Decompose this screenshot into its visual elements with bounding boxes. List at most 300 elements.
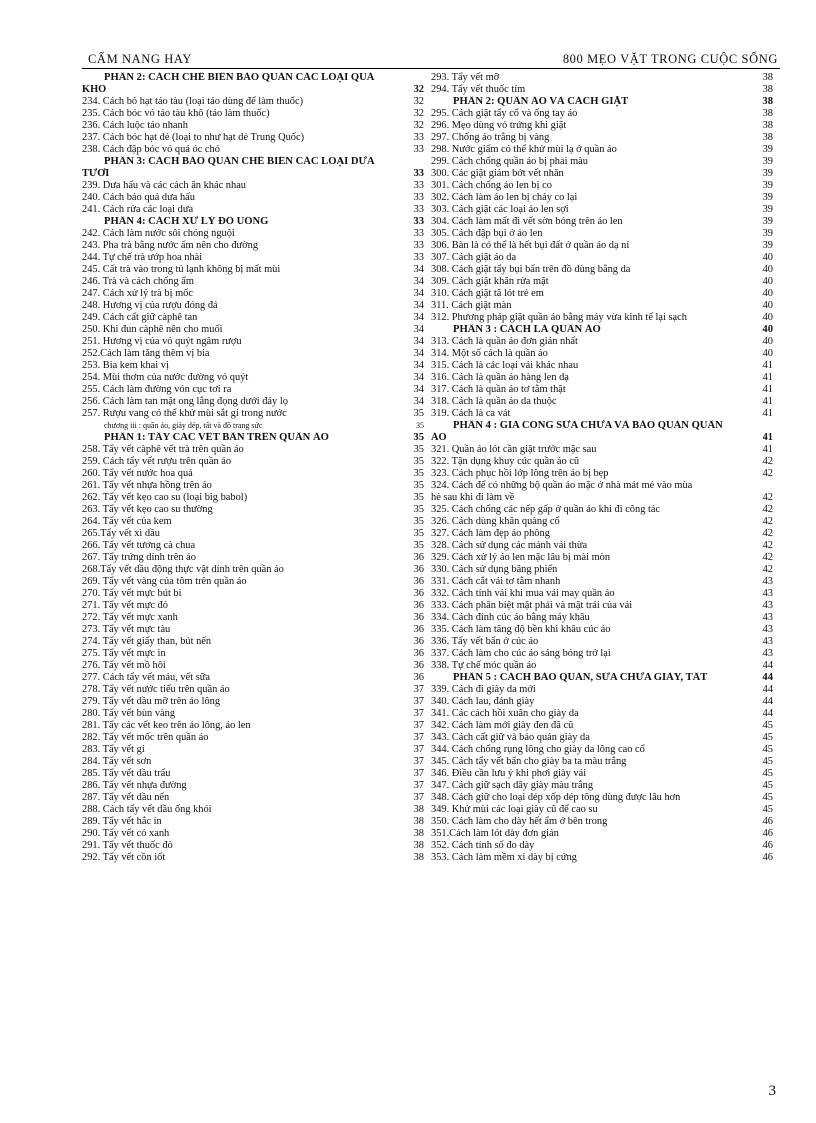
toc-entry-title: 334. Cách đính cúc áo bằng máy khâu	[431, 612, 590, 623]
toc-section-heading	[82, 84, 424, 96]
toc-entry	[431, 756, 773, 768]
toc-section-heading	[431, 96, 773, 108]
toc-entry-page: 39	[762, 156, 773, 167]
toc-entry-title: 290. Tẩy vết cỏ xanh	[82, 828, 170, 839]
toc-section-heading	[82, 432, 424, 444]
toc-entry-page: 37	[413, 768, 424, 779]
toc-entry-title: 247. Cách xử lý trà bị mốc	[82, 288, 193, 299]
toc-entry-title: TƯƠI	[82, 168, 110, 179]
toc-entry-title: 323. Cách phục hồi lớp lông trên áo bị bẹp	[431, 468, 609, 479]
toc-entry	[431, 72, 773, 84]
toc-entry	[431, 168, 773, 180]
toc-entry	[82, 276, 424, 288]
toc-entry	[431, 792, 773, 804]
toc-entry	[82, 504, 424, 516]
toc-entry	[82, 444, 424, 456]
toc-entry-title: 254. Mùi thơm của nước đường vỏ quýt	[82, 372, 249, 383]
toc-entry-title: 261. Tẩy vết nhựa hồng trên áo	[82, 480, 212, 491]
toc-entry-page: 45	[762, 780, 773, 791]
toc-entry	[431, 396, 773, 408]
toc-entry-page: 38	[413, 852, 424, 863]
toc-entry-page: 33	[413, 192, 424, 203]
toc-entry-page: 44	[762, 660, 773, 671]
toc-entry	[82, 768, 424, 780]
toc-entry-page: 36	[413, 552, 424, 563]
toc-entry	[431, 444, 773, 456]
toc-entry-page: 38	[413, 816, 424, 827]
toc-entry	[82, 696, 424, 708]
toc-entry	[431, 840, 773, 852]
toc-entry-page: 37	[413, 684, 424, 695]
toc-entry-title: 325. Cách chống các nếp gấp ở quần áo khi đi công tác	[431, 504, 661, 515]
toc-entry-page: 43	[762, 636, 773, 647]
toc-entry	[82, 840, 424, 852]
toc-entry-title: 315. Cách là các loại vải khác nhau	[431, 360, 579, 371]
toc-entry-title: 319. Cách là ca vát	[431, 408, 511, 419]
toc-entry-title: 350. Cách làm cho dày hết ẩm ở bên trong	[431, 816, 608, 827]
toc-entry-page: 38	[762, 96, 773, 107]
toc-chapter-heading	[82, 420, 424, 432]
toc-entry-page: 43	[762, 576, 773, 587]
toc-entry-page: 46	[762, 852, 773, 863]
toc-entry	[431, 180, 773, 192]
toc-entry-page: 34	[413, 264, 424, 275]
toc-entry-page: 45	[762, 768, 773, 779]
toc-entry	[431, 816, 773, 828]
toc-entry-title: 268.Tẩy vết dầu động thực vật dính trên quần áo	[82, 564, 284, 575]
toc-entry-page: 41	[762, 444, 773, 455]
toc-entry-title: 330. Cách sử dụng băng phiến	[431, 564, 558, 575]
toc-entry	[82, 804, 424, 816]
toc-entry-page: 40	[762, 252, 773, 263]
toc-entry	[82, 132, 424, 144]
toc-section-heading	[82, 156, 424, 168]
toc-entry-page: 39	[762, 228, 773, 239]
toc-entry	[82, 288, 424, 300]
toc-entry-page: 40	[762, 264, 773, 275]
toc-entry	[431, 528, 773, 540]
toc-entry-title: PHẦN 4 : GIA CÔNG SỬA CHỮA VÀ BẢO QUẢN QUẦN	[453, 420, 723, 431]
toc-entry-title: 353. Cách làm mềm xi dày bị cứng	[431, 852, 577, 863]
toc-entry-title: 288. Cách tẩy vết dầu ống khói	[82, 804, 212, 815]
header-right-title: 800 MẸO VẶT TRONG CUỘC SỐNG	[562, 52, 778, 66]
toc-entry	[82, 756, 424, 768]
toc-section-heading	[431, 420, 773, 432]
toc-entry-title: 292. Tẩy vết cồn iốt	[82, 852, 166, 863]
toc-entry-title: 307. Cách giặt áo da	[431, 252, 517, 263]
toc-entry-title: 322. Tận dụng khuy cúc quần áo cũ	[431, 456, 580, 467]
toc-entry-title: 259. Cách tẩy vết rượu trên quần áo	[82, 456, 232, 467]
toc-entry-page: 36	[413, 600, 424, 611]
toc-entry	[82, 384, 424, 396]
toc-entry-page: 34	[413, 360, 424, 371]
toc-entry	[431, 468, 773, 480]
toc-entry	[82, 780, 424, 792]
toc-entry-title: 321. Quần áo lót cần giặt trước mặc sau	[431, 444, 597, 455]
toc-entry	[431, 648, 773, 660]
toc-entry	[431, 612, 773, 624]
toc-entry-page: 33	[413, 132, 424, 143]
toc-entry-title: 306. Bàn là có thể là hết bụi đất ở quần áo dạ nỉ	[431, 240, 630, 251]
toc-entry-title: 344. Cách chống rụng lông cho giày da lông cao cổ	[431, 744, 645, 755]
toc-entry-page: 35	[413, 432, 424, 443]
toc-entry-page: 42	[762, 456, 773, 467]
toc-entry-page: 39	[762, 216, 773, 227]
toc-entry-page: 43	[762, 600, 773, 611]
toc-entry-page: 37	[413, 744, 424, 755]
toc-entry-title: 301. Cách chống áo len bị co	[431, 180, 552, 191]
toc-entry-page: 44	[762, 708, 773, 719]
toc-entry-title: 304. Cách làm mất đi vết sờn bóng trên áo len	[431, 216, 623, 227]
toc-entry	[431, 600, 773, 612]
toc-entry-title: 351.Cách làm lót dày đơn giản	[431, 828, 559, 839]
toc-entry-title: 303. Cách giặt các loại áo len sợi	[431, 204, 569, 215]
toc-entry-title: 284. Tẩy vết sơn	[82, 756, 152, 767]
toc-entry-title: 251. Hương vị của vỏ quýt ngâm rượu	[82, 336, 242, 347]
toc-entry	[82, 624, 424, 636]
toc-entry	[82, 360, 424, 372]
toc-entry-page: 39	[762, 180, 773, 191]
toc-left-column	[82, 72, 424, 864]
toc-entry-title: PHẦN 3 : CÁCH LÀ QUẦN ÁO	[453, 324, 601, 335]
toc-entry-title: 287. Tẩy vết dầu nến	[82, 792, 170, 803]
toc-entry	[82, 828, 424, 840]
toc-entry-page: 33	[413, 252, 424, 263]
toc-entry	[431, 288, 773, 300]
toc-entry	[431, 228, 773, 240]
toc-entry-title: 278. Tẩy vết nước tiểu trên quần áo	[82, 684, 230, 695]
page-header	[82, 50, 780, 69]
toc-entry	[82, 96, 424, 108]
toc-entry-title: 245. Cất trà vào trong tủ lạnh không bị mất mùi	[82, 264, 281, 275]
toc-entry	[82, 120, 424, 132]
toc-entry-page: 45	[762, 732, 773, 743]
toc-entry-title: 349. Khử mùi các loại giày cũ để cao su	[431, 804, 598, 815]
toc-entry-title: 328. Cách sử dụng các mảnh vải thừa	[431, 540, 588, 551]
toc-entry	[431, 780, 773, 792]
toc-entry-page: 37	[413, 756, 424, 767]
toc-entry-title: 302. Cách làm áo len bị chảy co lại	[431, 192, 578, 203]
toc-entry-page: 34	[413, 288, 424, 299]
toc-entry-title: 265.Tẩy vết xì dầu	[82, 528, 160, 539]
toc-entry-title: 305. Cách đập bụi ở áo len	[431, 228, 543, 239]
toc-right-column	[431, 72, 773, 864]
toc-entry	[82, 312, 424, 324]
toc-entry	[82, 408, 424, 420]
toc-entry	[431, 264, 773, 276]
toc-entry	[431, 564, 773, 576]
toc-entry	[82, 636, 424, 648]
toc-entry	[431, 348, 773, 360]
toc-entry-title: 335. Cách làm tăng độ bền khi khâu cúc áo	[431, 624, 611, 635]
toc-entry-title: 297. Chống áo trắng bị vàng	[431, 132, 550, 143]
toc-entry-page: 35	[413, 444, 424, 455]
toc-entry-page: 37	[413, 708, 424, 719]
toc-entry-title: 282. Tẩy vết mốc trên quần áo	[82, 732, 209, 743]
toc-entry	[82, 252, 424, 264]
toc-entry-title: 317. Cách là quần áo tơ tằm thật	[431, 384, 566, 395]
toc-entry	[431, 804, 773, 816]
toc-entry-page: 38	[762, 120, 773, 131]
toc-entry-page: 34	[413, 324, 424, 335]
toc-entry-page: 33	[413, 204, 424, 215]
toc-entry-page: 40	[762, 300, 773, 311]
toc-entry-title: ÁO	[431, 432, 447, 443]
toc-entry-title: 267. Tẩy trứng dính trên áo	[82, 552, 196, 563]
toc-entry	[431, 192, 773, 204]
toc-entry-page: 39	[762, 240, 773, 251]
toc-entry-page: 38	[762, 72, 773, 83]
toc-entry-page: 34	[413, 348, 424, 359]
toc-entry-title: 270. Tẩy vết mực bút bi	[82, 588, 182, 599]
toc-entry-page: 42	[762, 516, 773, 527]
toc-entry-title: 337. Cách làm cho cúc áo sáng bóng trở lại	[431, 648, 611, 659]
toc-entry-title: 275. Tẩy vết mực in	[82, 648, 166, 659]
toc-entry	[82, 468, 424, 480]
toc-entry	[431, 216, 773, 228]
toc-entry	[431, 360, 773, 372]
toc-entry-title: 286. Tẩy vết nhựa đường	[82, 780, 187, 791]
toc-entry-title: 283. Tẩy vết gỉ	[82, 744, 145, 755]
toc-entry-title: 236. Cách luộc táo nhanh	[82, 120, 188, 131]
toc-entry-title: 264. Tẩy vết của kem	[82, 516, 172, 527]
toc-entry	[431, 588, 773, 600]
toc-entry-page: 35	[413, 528, 424, 539]
toc-entry-title: 342. Cách làm mới giày đen đã cũ	[431, 720, 574, 731]
toc-entry-page: 37	[413, 732, 424, 743]
toc-entry	[82, 144, 424, 156]
toc-entry-title: 327. Cách làm đẹp áo phông	[431, 528, 550, 539]
toc-entry-page: 33	[413, 180, 424, 191]
toc-entry-title: 295. Cách giặt tẩy cổ và ống tay áo	[431, 108, 578, 119]
toc-entry	[82, 348, 424, 360]
toc-entry-page: 36	[413, 588, 424, 599]
toc-entry	[431, 312, 773, 324]
page-number: 3	[768, 1083, 776, 1099]
toc-entry-page: 38	[762, 132, 773, 143]
toc-entry	[431, 372, 773, 384]
toc-entry-page: 44	[762, 684, 773, 695]
toc-entry-page: 33	[413, 240, 424, 251]
toc-entry-page: 43	[762, 588, 773, 599]
toc-entry	[82, 480, 424, 492]
toc-entry	[82, 600, 424, 612]
toc-entry-title: 341. Các cách hồi xuân cho giày da	[431, 708, 579, 719]
toc-entry	[82, 300, 424, 312]
toc-entry	[82, 264, 424, 276]
toc-entry	[82, 852, 424, 864]
toc-entry-page: 40	[762, 312, 773, 323]
toc-entry-page: 36	[413, 648, 424, 659]
toc-entry-page: 37	[413, 792, 424, 803]
toc-entry-page: 38	[413, 804, 424, 815]
toc-entry-page: 46	[762, 828, 773, 839]
toc-entry-page: 37	[413, 780, 424, 791]
toc-entry-page: 36	[413, 612, 424, 623]
toc-entry-title: 260. Tẩy vết nước hoa quả	[82, 468, 193, 479]
toc-entry-page: 35	[413, 480, 424, 491]
toc-entry-title: 289. Tẩy vết hắc ín	[82, 816, 162, 827]
toc-entry-title: 332. Cách tính vải khi mua vải may quần áo	[431, 588, 615, 599]
toc-entry-title: 258. Tẩy vết càphê vết trà trên quần áo	[82, 444, 244, 455]
toc-entry	[82, 516, 424, 528]
toc-entry	[82, 528, 424, 540]
toc-entry	[82, 816, 424, 828]
toc-entry-page: 36	[413, 624, 424, 635]
toc-entry-page: 43	[762, 624, 773, 635]
toc-entry-title: 326. Cách dùng khăn quàng cổ	[431, 516, 560, 527]
toc-entry	[431, 576, 773, 588]
toc-entry-page: 41	[762, 408, 773, 419]
toc-entry-page: 45	[762, 744, 773, 755]
toc-entry-page: 42	[762, 552, 773, 563]
toc-entry	[431, 408, 773, 420]
toc-entry	[82, 684, 424, 696]
toc-entry-page: 41	[762, 372, 773, 383]
toc-entry-title: 309. Cách giặt khăn rửa mặt	[431, 276, 549, 287]
toc-entry	[431, 732, 773, 744]
toc-entry	[82, 576, 424, 588]
toc-entry-title: 269. Tẩy vết vàng của tôm trên quần áo	[82, 576, 247, 587]
toc-entry	[431, 132, 773, 144]
toc-entry-title: PHẦN 2: CÁCH CHẾ BIẾN BẢO QUẢN CÁC LOẠI QUẢ	[104, 72, 375, 83]
toc-entry-title: 296. Mẹo dùng vỏ trứng khi giặt	[431, 120, 567, 131]
toc-entry-page: 39	[762, 144, 773, 155]
toc-entry-page: 45	[762, 720, 773, 731]
toc-entry-page: 38	[413, 828, 424, 839]
toc-entry-title: 310. Cách giặt tã lót trẻ em	[431, 288, 544, 299]
toc-section-heading	[82, 168, 424, 180]
toc-entry-page: 35	[413, 516, 424, 527]
toc-entry	[431, 204, 773, 216]
toc-entry-page: 45	[762, 804, 773, 815]
toc-entry-title: PHẦN 1: TẨY CÁC VẾT BẨN TRÊN QUẦN ÁO	[104, 432, 329, 443]
toc-entry-title: 336. Tẩy vết bẩn ở cúc áo	[431, 636, 539, 647]
toc-entry-title: 250. Khi đun càphê nên cho muối	[82, 324, 223, 335]
toc-entry-page: 38	[762, 84, 773, 95]
toc-entry-title: 300. Các giặt giảm bớt vết nhăn	[431, 168, 564, 179]
toc-entry	[82, 792, 424, 804]
toc-entry-title: 329. Cách xử lý áo len mặc lâu bị mài mòn	[431, 552, 611, 563]
toc-entry-page: 41	[762, 384, 773, 395]
toc-entry-page: 42	[762, 564, 773, 575]
toc-entry-page: 40	[762, 276, 773, 287]
toc-entry-page: 34	[413, 336, 424, 347]
toc-entry-page: 35	[413, 504, 424, 515]
toc-entry-page: 42	[762, 504, 773, 515]
toc-entry-page: 35	[413, 492, 424, 503]
toc-entry	[82, 732, 424, 744]
toc-entry-page: 42	[762, 540, 773, 551]
toc-entry	[431, 720, 773, 732]
toc-entry	[82, 672, 424, 684]
toc-entry	[82, 108, 424, 120]
toc-entry-title: 274. Tẩy vết giấy than, bút nến	[82, 636, 212, 647]
toc-entry	[431, 684, 773, 696]
toc-entry	[82, 240, 424, 252]
toc-entry	[431, 492, 773, 504]
toc-entry	[82, 540, 424, 552]
toc-section-heading	[431, 432, 773, 444]
toc-entry-title: 263. Tẩy vết kẹo cao su thường	[82, 504, 213, 515]
toc-entry	[82, 552, 424, 564]
toc-entry-title: 285. Tẩy vết dầu trẩu	[82, 768, 171, 779]
toc-entry	[431, 708, 773, 720]
toc-entry-title: 281. Tẩy các vết keo trên áo lông, áo len	[82, 720, 251, 731]
toc-entry-page: 35	[413, 456, 424, 467]
toc-entry	[431, 660, 773, 672]
toc-entry	[431, 504, 773, 516]
toc-entry	[431, 336, 773, 348]
toc-entry	[82, 192, 424, 204]
toc-entry-page: 32	[413, 108, 424, 119]
toc-entry-title: 242. Cách làm nước sôi chóng nguội	[82, 228, 235, 239]
toc-entry-title: 291. Tẩy vết thuốc đỏ	[82, 840, 173, 851]
toc-entry	[82, 588, 424, 600]
toc-entry	[431, 552, 773, 564]
toc-entry	[82, 492, 424, 504]
toc-entry	[82, 204, 424, 216]
toc-entry-page: 36	[413, 672, 424, 683]
toc-entry-page: 37	[413, 720, 424, 731]
toc-entry-title: 348. Cách giữ cho loại dép xốp dép tông dùng được lâu hơn	[431, 792, 681, 803]
toc-entry-page: 34	[413, 384, 424, 395]
toc-entry-page: 40	[762, 336, 773, 347]
toc-entry-page: 36	[413, 660, 424, 671]
toc-entry	[431, 300, 773, 312]
toc-entry-page: 36	[413, 564, 424, 575]
toc-entry	[431, 624, 773, 636]
toc-entry-title: 313. Cách là quần áo đơn giản nhất	[431, 336, 578, 347]
toc-entry-title: 252.Cách làm tăng thêm vị bia	[82, 348, 210, 359]
toc-entry	[431, 456, 773, 468]
toc-section-heading	[431, 324, 773, 336]
toc-entry-page: 40	[762, 324, 773, 335]
toc-entry-title: 331. Cách cắt vải tơ tằm nhanh	[431, 576, 561, 587]
toc-entry-page: 45	[762, 756, 773, 767]
toc-entry-title: 266. Tẩy vết tương cà chua	[82, 540, 196, 551]
toc-entry-title: PHẦN 4: CÁCH XỬ LÝ ĐỒ UỐNG	[104, 216, 269, 227]
toc-entry-page: 41	[762, 432, 773, 443]
toc-entry	[82, 612, 424, 624]
toc-entry-title: 272. Tẩy vết mực xanh	[82, 612, 178, 623]
toc-entry-page: 44	[762, 672, 773, 683]
toc-entry-title: 238. Cách đập bóc vỏ quả óc chó	[82, 144, 220, 155]
toc-entry	[431, 144, 773, 156]
toc-entry-page: 40	[762, 288, 773, 299]
toc-entry	[82, 564, 424, 576]
toc-entry	[82, 324, 424, 336]
toc-entry-title: 240. Cách bảo quả dưa hấu	[82, 192, 195, 203]
toc-entry	[431, 252, 773, 264]
toc-entry-title: 257. Rượu vang có thể khử mùi sắt gỉ trong nước	[82, 408, 287, 419]
toc-entry	[431, 384, 773, 396]
toc-entry	[431, 516, 773, 528]
toc-entry	[82, 708, 424, 720]
toc-entry	[82, 720, 424, 732]
toc-entry	[431, 156, 773, 168]
toc-entry-title: 324. Cách để có những bộ quần áo mặc ở nhà mát mẻ vào mùa	[431, 480, 693, 491]
toc-entry-page: 37	[413, 696, 424, 707]
toc-entry-title: 277. Cách tẩy vết máu, vết sữa	[82, 672, 210, 683]
toc-entry-page: 39	[762, 192, 773, 203]
toc-entry	[431, 768, 773, 780]
toc-entry-title: PHẦN 3: CÁCH BẢO QUẢN CHẾ BIẾN CÁC LOẠI DƯA	[104, 156, 375, 167]
toc-entry-title: 347. Cách giữ sạch dây giày màu trắng	[431, 780, 594, 791]
toc-entry-title: 298. Nước giấm có thể khử mùi lạ ở quần áo	[431, 144, 617, 155]
toc-entry	[431, 636, 773, 648]
toc-entry-title: 293. Tẩy vết mỡ	[431, 72, 500, 83]
